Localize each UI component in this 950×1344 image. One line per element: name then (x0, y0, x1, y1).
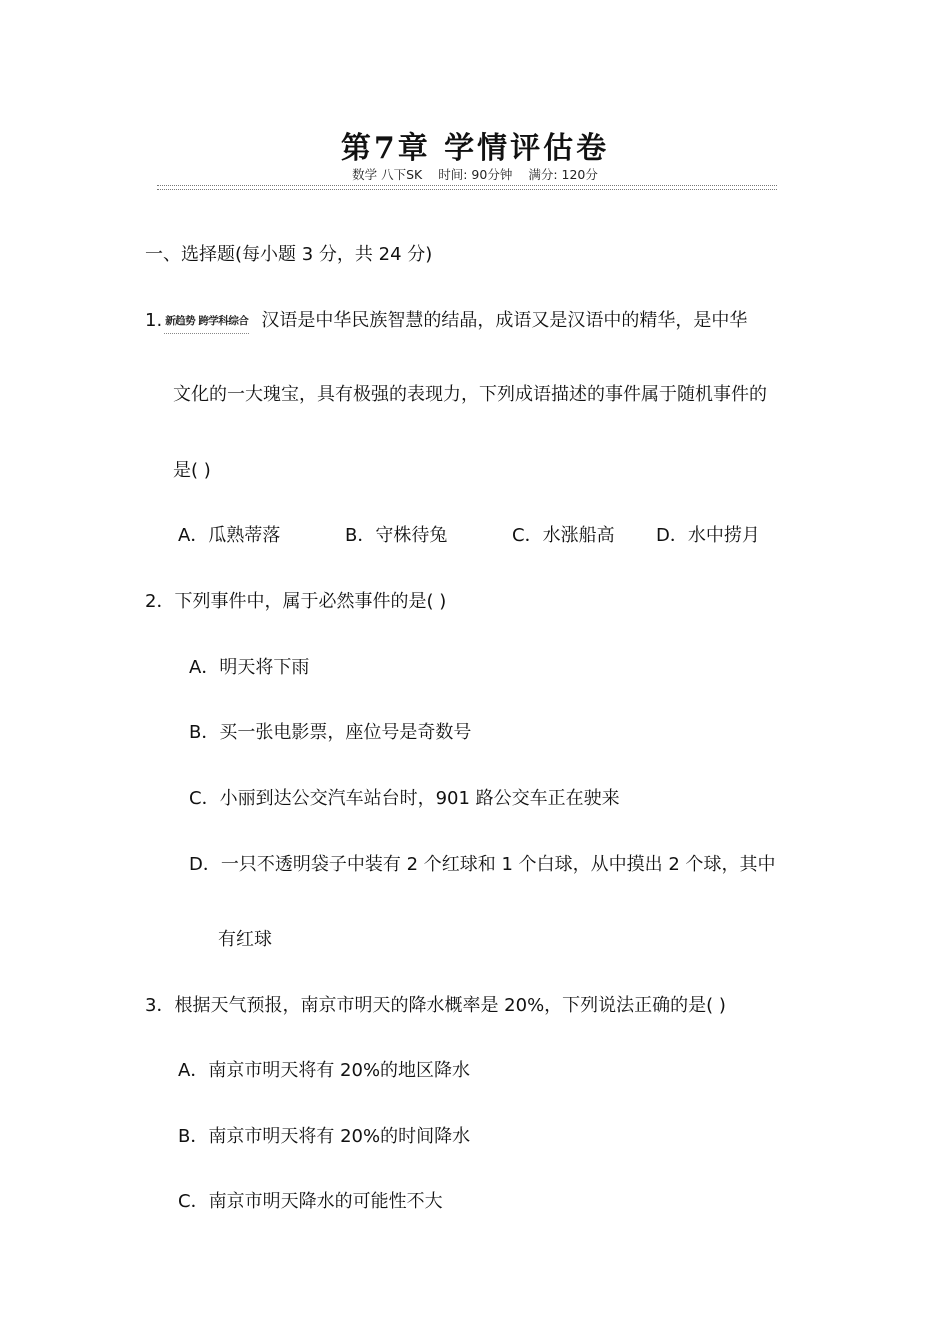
q2-option-b: B．买一张电影票，座位号是奇数号 (189, 722, 472, 743)
section-heading: 一、选择题(每小题 3 分，共 24 分) (145, 244, 433, 265)
time-label: 时间: 90分钟 (438, 167, 513, 182)
question-1-line-1 (145, 309, 747, 334)
question-3-stem: 3．根据天气预报，南京市明天的降水概率是 20%，下列说法正确的是( ) (145, 995, 726, 1016)
question-1-line-2: 文化的一大瑰宝，具有极强的表现力，下列成语描述的事件属于随机事件的 (173, 384, 767, 405)
q2-option-d-cont: 有红球 (218, 929, 272, 950)
tag-badge: 新趋势 跨学科综合 (164, 309, 249, 334)
exam-info (0, 165, 950, 183)
q2-option-d: D．一只不透明袋子中装有 2 个红球和 1 个白球，从中摸出 2 个球，其中 (189, 854, 776, 875)
question-1-line-3: 是( ) (173, 460, 211, 481)
q1-option-c: C．水涨船高 (512, 525, 615, 546)
q1-option-a: A．瓜熟蒂落 (178, 525, 281, 546)
q3-option-c: C．南京市明天降水的可能性不大 (178, 1191, 443, 1212)
q2-option-a: A．明天将下雨 (189, 657, 310, 678)
score-label: 满分: 120分 (528, 167, 598, 182)
q3-option-a: A．南京市明天将有 20%的地区降水 (178, 1060, 471, 1081)
subject-label: 数学 八下SK (352, 167, 423, 182)
page-title: 第7章 学情评估卷 (340, 131, 610, 166)
question-number: 1. (145, 310, 163, 331)
q1-option-d: D．水中捞月 (656, 525, 760, 546)
question-2-stem: 2．下列事件中，属于必然事件的是( ) (145, 591, 447, 612)
q3-option-b: B．南京市明天将有 20%的时间降水 (178, 1126, 471, 1147)
header-divider (157, 185, 777, 190)
q2-option-c: C．小丽到达公交汽车站台时，901 路公交车正在驶来 (189, 788, 620, 809)
q1-option-b: B．守株待兔 (345, 525, 448, 546)
question-text: 汉语是中华民族智慧的结晶，成语又是汉语中的精华，是中华 (261, 310, 748, 331)
